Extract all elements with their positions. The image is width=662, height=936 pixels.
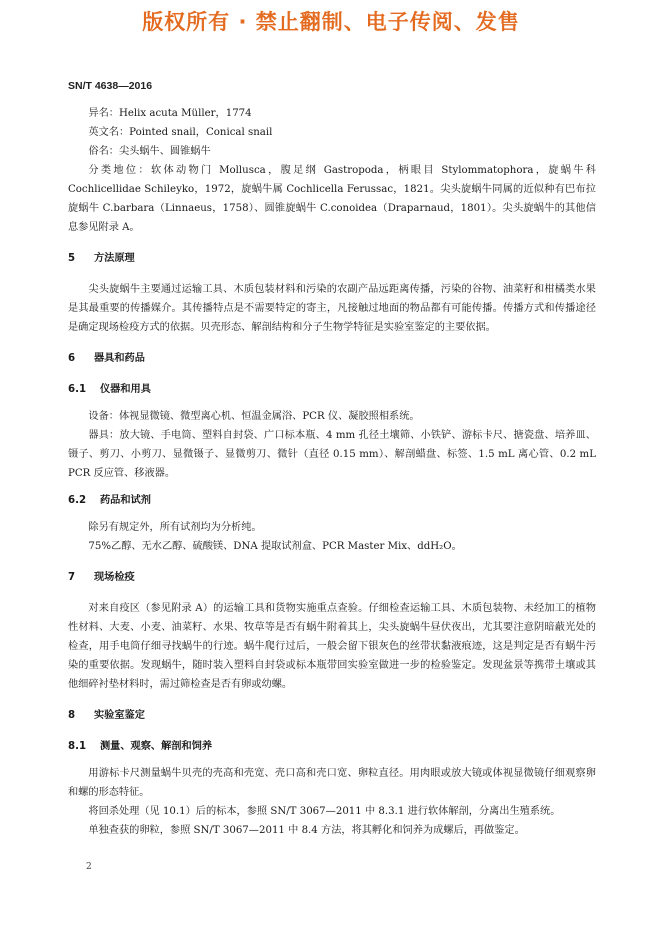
section-number: 5	[68, 253, 76, 264]
reagents-note: 除另有规定外，所有试剂均为分析纯。	[88, 522, 262, 533]
alias-english: 英文名：Pointed snail，Conical snail	[88, 127, 273, 138]
alias-scientific: 异名：Helix acuta Müller，1774	[88, 108, 252, 119]
section-5-heading	[68, 249, 596, 268]
section-8-heading	[68, 706, 596, 725]
section-title: 方法原理	[94, 253, 135, 264]
copyright-banner: 版权所有 · 禁止翻制、电子传阅、发售	[142, 10, 520, 34]
page-number: 2	[86, 862, 92, 872]
section-title: 器具和药品	[94, 353, 145, 364]
tools-paragraph: 器具：放大镜、手电筒、塑料自封袋、广口标本瓶、4 mm 孔径土壤筛、小铁铲、游标卡尺、搪瓷盘、培养皿、镊子、剪刀、小剪刀、显微镊子、显微剪刀、微针（直径 0.15 mm）、解剖蜡盘、标签、1.5 mL 离心管、0.2 mL PCR 反应管、移液器。	[68, 430, 596, 479]
section-5-text: 尖头旋蜗牛主要通过运输工具、木质包装材料和污染的农副产品远距离传播，污染的谷物、油菜籽和柑橘类水果是其最重要的传播媒介。其传播特点是不需要特定的寄主，凡接触过地面的物品都有可能传播。传播方式和传播途径是确定现场检疫方式的依据。贝壳形态、解剖结构和分子生物学特征是实验室鉴定的主要依据。	[68, 284, 596, 333]
measurement-paragraph: 用游标卡尺测量蜗牛贝壳的壳高和壳宽、壳口高和壳口宽、卵粒直径。用肉眼或放大镜或体视显微镜仔细观察卵和螺的形态特征。	[68, 768, 596, 798]
dissection-paragraph: 将回杀处理（见 10.1）后的标本，参照 SN/T 3067—2011 中 8.3.1 进行软体解剖，分离出生殖系统。	[88, 806, 561, 817]
standard-number: SN/T 4638—2016	[68, 80, 153, 92]
section-6-2-heading	[68, 491, 596, 510]
section-7-heading	[68, 568, 596, 587]
reagents-list: 75%乙醇、无水乙醇、硫酸镁、DNA 提取试剂盒、PCR Master Mix、ddH₂O。	[88, 541, 462, 552]
section-number: 7	[68, 572, 76, 583]
alias-common: 俗名：尖头蜗牛、圆锥蜗牛	[88, 146, 211, 157]
section-title: 药品和试剂	[100, 495, 151, 506]
section-title: 仪器和用具	[100, 384, 151, 395]
document-body	[68, 104, 596, 840]
section-number: 6	[68, 353, 76, 364]
rearing-paragraph: 单独查获的卵粒，参照 SN/T 3067—2011 中 8.4 方法，将其孵化和饲养为成螺后，再做鉴定。	[88, 825, 525, 836]
section-number: 6.1	[68, 384, 87, 395]
section-title: 实验室鉴定	[94, 710, 145, 721]
section-number: 8	[68, 710, 76, 721]
equipment-paragraph: 设备：体视显微镜、微型离心机、恒温金属浴、PCR 仪、凝胶照相系统。	[88, 411, 420, 422]
section-6-heading	[68, 349, 596, 368]
section-7-text: 对来自疫区（参见附录 A）的运输工具和货物实施重点查验。仔细检查运输工具、木质包装物、未经加工的植物性材料、大麦、小麦、油菜籽、水果、牧草等是否有蜗牛附着其上，尖头旋蜗牛昼伏夜出，尤其要注意阴暗蔽光处的检查，用手电筒仔细寻找蜗牛的行迹。蜗牛爬行过后，一般会留下银灰色的丝带状黏液痕迹，这是判定是否有蜗牛污染的重要依据。发现蜗牛，随时装入塑料自封袋或标本瓶带回实验室做进一步的检验鉴定。发现盆景等携带土壤或其他细碎衬垫材料时，需过筛检查是否有卵或幼螺。	[68, 603, 596, 690]
classification-paragraph: 分类地位：软体动物门 Mollusca，腹足纲 Gastropoda，柄眼目 Stylommatophora，旋蜗牛科 Cochlicellidae Schileyko，1972，旋蜗牛属 Cochlicella Ferussac，1821。尖头旋蜗牛同属的近似种有巴布拉旋蜗牛 C.barbara（Linnaeus，1758）、圆锥旋蜗牛 C.conoidea（Draparnaud，1801）。尖头旋蜗牛的其他信息参见附录 A。	[68, 165, 596, 233]
section-title: 现场检疫	[94, 572, 135, 583]
section-8-1-heading	[68, 737, 596, 756]
section-title: 测量、观察、解剖和饲养	[100, 741, 213, 752]
section-6-1-heading	[68, 380, 596, 399]
section-number: 8.1	[68, 741, 87, 752]
section-number: 6.2	[68, 495, 87, 506]
